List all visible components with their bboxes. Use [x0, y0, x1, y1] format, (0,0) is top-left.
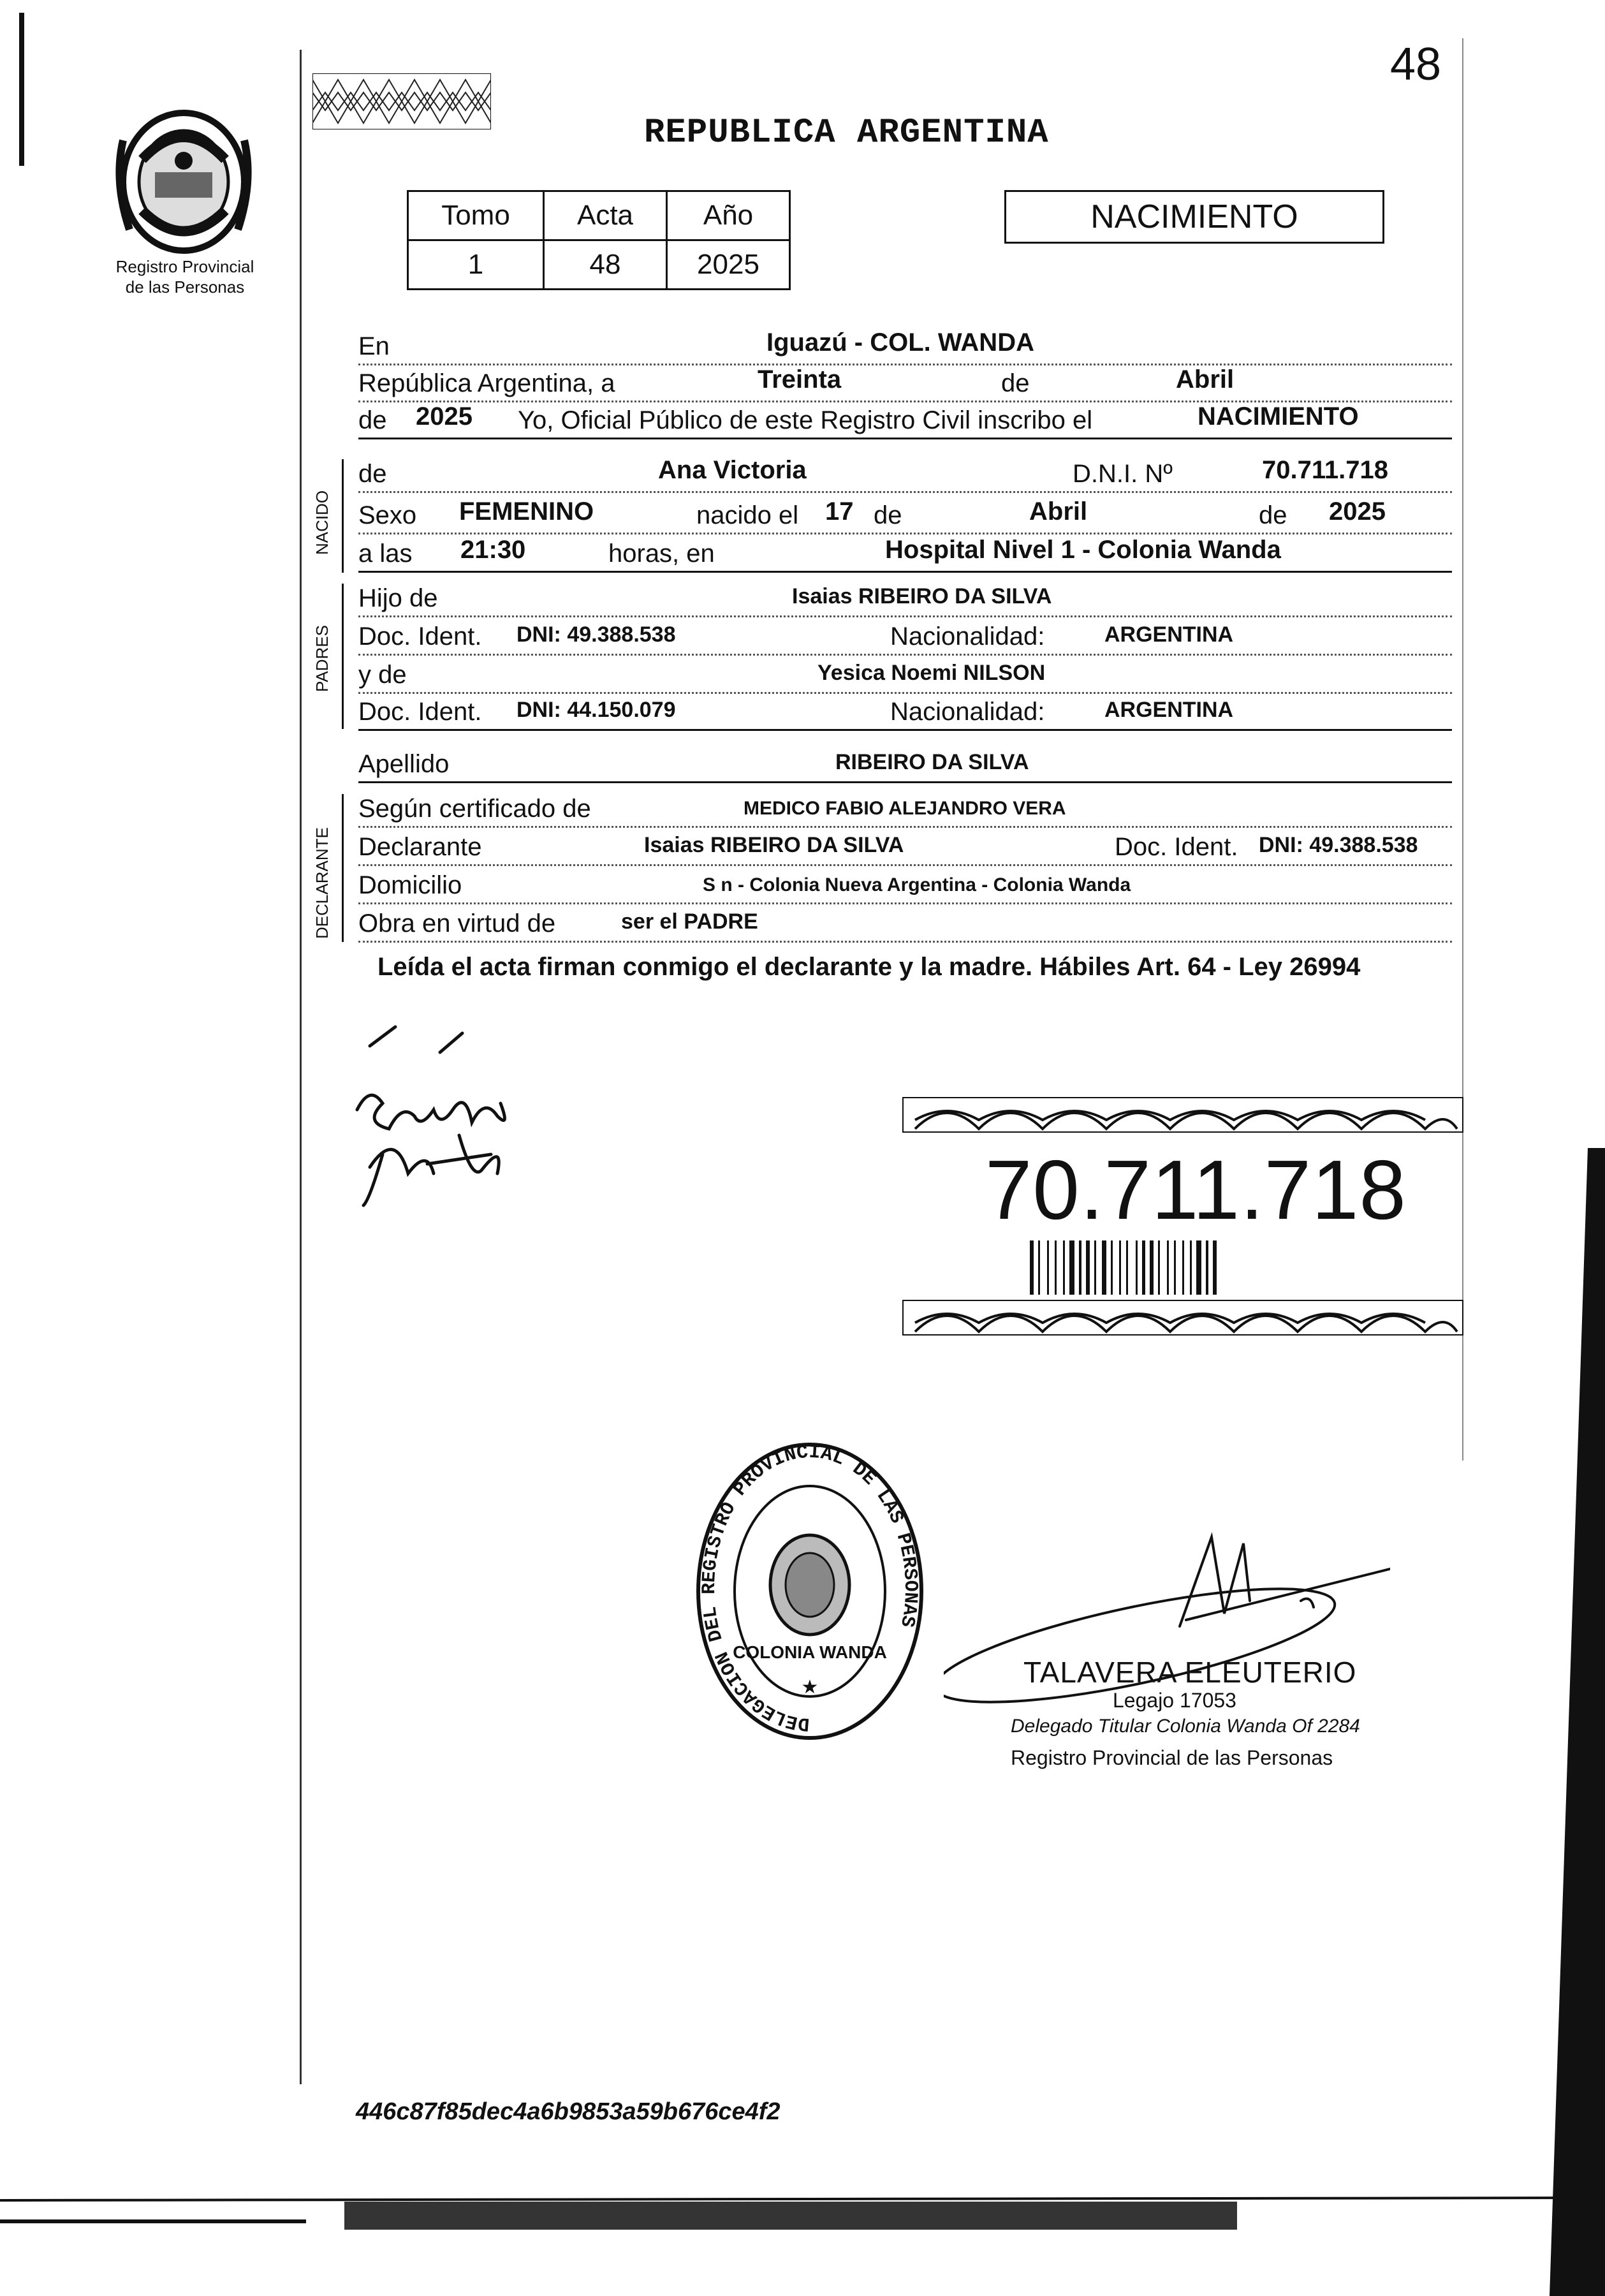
seal-inner-text: COLONIA WANDA	[733, 1642, 887, 1662]
barcode-bar	[1126, 1240, 1128, 1295]
registry-label-line1: Registro Provincial	[115, 257, 254, 276]
sexo-value: FEMENINO	[459, 497, 594, 526]
document-title: REPUBLICA ARGENTINA	[644, 114, 1049, 152]
officer-name: TALAVERA ELEUTERIO	[1023, 1656, 1357, 1689]
officer-registry: Registro Provincial de las Personas	[1011, 1746, 1333, 1769]
barcode-bar	[1158, 1240, 1160, 1295]
declarante-section-label: DECLARANTE	[312, 827, 332, 939]
field-row-domicilio	[358, 864, 1452, 904]
en-label: En	[358, 332, 390, 360]
barcode-bar	[1136, 1240, 1138, 1295]
padres-bracket	[342, 584, 344, 729]
madre-doc-value: DNI: 44.150.079	[517, 698, 676, 722]
scan-edge-mark	[19, 13, 24, 166]
barcode-bar	[1038, 1240, 1040, 1295]
registry-label	[83, 256, 287, 297]
madre-nac-value: ARGENTINA	[1104, 698, 1234, 722]
oficial-text: Yo, Oficial Público de este Registro Civil inscribo el	[518, 406, 1093, 434]
horas-en-label: horas, en	[608, 540, 715, 568]
madre-nac-label: Nacionalidad:	[890, 698, 1045, 726]
nacido-de-label: de	[358, 460, 387, 488]
barcode-bar	[1182, 1240, 1184, 1295]
record-table-header: Año	[667, 191, 790, 240]
record-table	[407, 190, 791, 290]
nombre-value: Ana Victoria	[658, 456, 807, 484]
barcode-icon	[1030, 1240, 1330, 1295]
padre-nac-label: Nacionalidad:	[890, 622, 1045, 651]
registry-label-line2: de las Personas	[125, 277, 245, 297]
lugar-value: Hospital Nivel 1 - Colonia Wanda	[885, 536, 1281, 564]
closing-statement: Leída el acta firman conmigo el declarante y la madre. Hábiles Art. 64 - Ley 26994	[377, 953, 1361, 981]
nacido-el-label: nacido el	[696, 501, 799, 529]
padre-nac-value: ARGENTINA	[1104, 622, 1234, 647]
mes-inscripcion-value: Abril	[1176, 365, 1235, 394]
mes-nacimiento-value: Abril	[1029, 497, 1088, 526]
hora-value: 21:30	[460, 536, 526, 564]
anio-nacimiento-value: 2025	[1329, 497, 1386, 526]
de-label-2: de	[358, 406, 387, 434]
barcode-bar	[1174, 1240, 1176, 1295]
declarante-label: Declarante	[358, 833, 482, 861]
page-number: 48	[1390, 39, 1442, 90]
apellido-label: Apellido	[358, 750, 450, 778]
field-row-apellido	[358, 743, 1452, 783]
field-row-padre	[358, 577, 1452, 617]
field-row-en	[358, 325, 1452, 365]
declarante-doc-label: Doc. Ident.	[1115, 833, 1238, 861]
security-band-top	[902, 1097, 1463, 1133]
field-row-hora	[358, 533, 1452, 573]
anio-inscripcion-value: 2025	[416, 402, 473, 430]
officer-title: Delegado Titular Colonia Wanda Of 2284	[1011, 1716, 1360, 1737]
barcode-bar	[1111, 1240, 1113, 1295]
padre-doc-value: DNI: 49.388.538	[517, 622, 676, 647]
nacido-de-label-2: de	[874, 501, 902, 529]
field-row-oficial	[358, 399, 1452, 439]
padres-section-label: PADRES	[312, 625, 332, 692]
barcode-bar	[1102, 1240, 1106, 1295]
dia-nacimiento-value: 17	[825, 497, 854, 526]
sexo-label: Sexo	[358, 501, 417, 529]
inscribo-value: NACIMIENTO	[1198, 402, 1359, 430]
province-crest-icon	[107, 102, 260, 261]
scan-bottom-strip	[0, 2194, 1605, 2232]
field-row-nombre	[358, 453, 1452, 493]
barcode-bar	[1142, 1240, 1145, 1295]
field-row-declarante	[358, 826, 1452, 866]
barcode-bar	[1047, 1240, 1049, 1295]
apellido-value: RIBEIRO DA SILVA	[835, 750, 1029, 774]
seal-star-icon: ★	[801, 1677, 819, 1698]
declarante-bracket	[342, 794, 344, 942]
domicilio-value: S n - Colonia Nueva Argentina - Colonia Wanda	[703, 874, 1131, 895]
left-margin-line	[300, 50, 302, 2084]
domicilio-label: Domicilio	[358, 871, 462, 899]
record-table-value: 1	[408, 240, 544, 290]
seal-ring-text: DELEGACION DEL REGISTRO PROVINCIAL DE LAS PERSONAS	[699, 1441, 921, 1735]
certificado-label: Según certificado de	[358, 795, 591, 823]
record-table-header: Acta	[544, 191, 667, 240]
barcode-block	[902, 1097, 1463, 1339]
dia-inscripcion-value: Treinta	[758, 365, 842, 394]
barcode-bar	[1213, 1240, 1217, 1295]
barcode-bar	[1063, 1240, 1065, 1295]
madre-value: Yesica Noemi NILSON	[817, 661, 1046, 685]
barcode-bar	[1030, 1240, 1034, 1295]
record-table-value: 2025	[667, 240, 790, 290]
dni-value: 70.711.718	[1262, 456, 1388, 484]
republica-label: República Argentina, a	[358, 369, 615, 397]
barcode-bar	[1055, 1240, 1057, 1295]
dni-label: D.N.I. Nº	[1073, 460, 1173, 488]
barcode-bar	[1069, 1240, 1074, 1295]
record-table-value: 48	[544, 240, 667, 290]
field-row-madre-doc	[358, 691, 1452, 731]
barcode-bar	[1150, 1240, 1154, 1295]
hijo-de-label: Hijo de	[358, 584, 438, 612]
record-table-value-row	[408, 240, 790, 290]
nacido-bracket	[342, 459, 344, 573]
record-table-header: Tomo	[408, 191, 544, 240]
document-hash: 446c87f85dec4a6b9853a59b676ce4f2	[356, 2098, 781, 2125]
madre-doc-label: Doc. Ident.	[358, 698, 482, 726]
barcode-bar	[1190, 1240, 1192, 1295]
record-table-header-row	[408, 191, 790, 240]
guilloche-pattern	[312, 73, 491, 129]
field-row-madre	[358, 654, 1452, 694]
field-row-certificado	[358, 788, 1452, 828]
barcode-bar	[1206, 1240, 1208, 1295]
de-label: de	[1001, 369, 1030, 397]
nacido-section-label: NACIDO	[312, 490, 332, 555]
field-row-obra	[358, 902, 1452, 943]
barcode-number: 70.711.718	[985, 1143, 1407, 1237]
barcode-bar	[1196, 1240, 1201, 1295]
scan-right-edge	[1550, 1148, 1605, 2296]
certificado-value: MEDICO FABIO ALEJANDRO VERA	[744, 798, 1066, 819]
declarant-signature-icon	[344, 1020, 536, 1212]
barcode-bar	[1167, 1240, 1169, 1295]
y-de-label: y de	[358, 661, 407, 689]
officer-legajo: Legajo 17053	[1113, 1689, 1236, 1712]
field-row-fecha	[358, 362, 1452, 402]
barcode-bar	[1086, 1240, 1090, 1295]
barcode-bar	[1094, 1240, 1096, 1295]
barcode-bar	[1079, 1240, 1081, 1295]
padre-doc-label: Doc. Ident.	[358, 622, 482, 651]
obra-label: Obra en virtud de	[358, 909, 556, 938]
a-las-label: a las	[358, 540, 413, 568]
field-row-padre-doc	[358, 615, 1452, 656]
barcode-bar	[1119, 1240, 1121, 1295]
record-type-box: NACIMIENTO	[1004, 190, 1384, 244]
declarante-doc-value: DNI: 49.388.538	[1259, 833, 1418, 857]
nacido-de-label-3: de	[1259, 501, 1287, 529]
en-value: Iguazú - COL. WANDA	[766, 328, 1034, 357]
official-seal-icon	[692, 1438, 928, 1744]
declarante-value: Isaias RIBEIRO DA SILVA	[644, 833, 904, 857]
padre-value: Isaias RIBEIRO DA SILVA	[792, 584, 1052, 608]
obra-value: ser el PADRE	[621, 909, 758, 934]
field-row-sexo	[358, 494, 1452, 534]
security-band-bottom	[902, 1300, 1463, 1336]
